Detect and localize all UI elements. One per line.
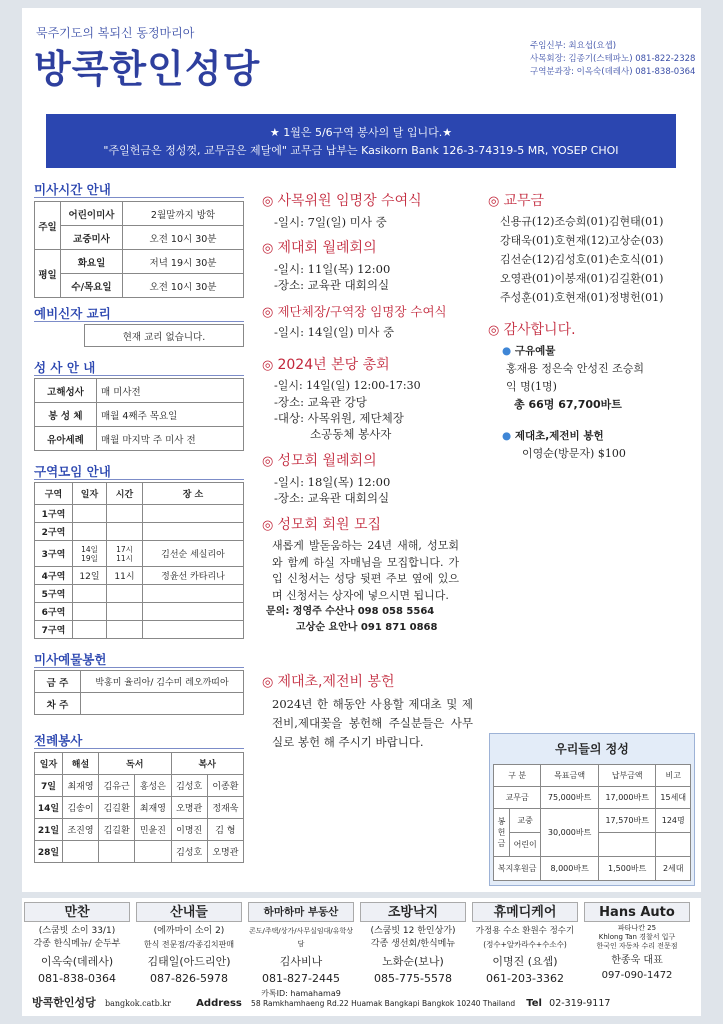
notice-block (262, 354, 477, 442)
ad-owner: 한종욱 대표 (611, 955, 663, 966)
liturgy-cell: 김유근 (99, 775, 135, 797)
devotion-cell: 30,000바트 (541, 809, 599, 857)
devotion-side: 봉헌금 (494, 809, 510, 857)
district-cell: 4구역 (35, 567, 73, 585)
bullet-icon: ● (502, 430, 515, 442)
mass-name: 수/목요일 (61, 274, 123, 298)
ad-phone: 085-775-5578 (374, 972, 452, 985)
liturgy-cell: 오명관 (171, 797, 207, 819)
ad-name: 조방낙지 (360, 902, 466, 922)
notice-block (262, 190, 477, 230)
parish-title: 방콕한인성당 (34, 47, 261, 91)
ad-owner: 노화순(보나) (382, 955, 444, 968)
liturgy-cell: 오명관 (207, 841, 243, 863)
sacrament-table (34, 378, 244, 451)
notice-line: 소공동체 봉사자 (310, 427, 392, 441)
offering-name: 차 주 (35, 693, 81, 715)
notice-contact: 문의: 정영주 수산나 098 058 5564 (266, 606, 435, 617)
notice-body: 새롭게 발돋움하는 24년 새해, 성모회와 함께 하실 자매님을 모집합니다. 가입 신청서는 성당 뒷편 주보 옆에 있으며 신청서는 상자에 넣으시면 됩니다. (272, 539, 459, 602)
ad-name: 산내들 (136, 902, 242, 922)
catechumen-text: 현재 교리 없습니다. (85, 325, 244, 347)
liturgy-cell: 이종환 (207, 775, 243, 797)
sacrament-name: 봉 성 체 (35, 403, 97, 427)
notice-line: -장소: 교육관 강당 (274, 395, 367, 409)
ad-line: 각종 한식메뉴/ 순두부 (33, 939, 121, 949)
dues-title: ◎ 교무금 (488, 193, 545, 209)
ad-line: (정수+알카라수+수소수) (483, 940, 567, 949)
district-cell: 1구역 (35, 505, 73, 523)
thanks-names: 홍재용 정은숙 안성진 조승희 (506, 362, 645, 375)
liturgy-cell: 최재영 (63, 775, 99, 797)
mass-title: 미사시간 안내 (34, 182, 111, 197)
ad-owner: 김태일(아드리안) (147, 955, 231, 968)
notice-line: -일시: 14일(일) 미사 중 (274, 325, 395, 339)
notice-title-text: 사목위원 임명장 수여식 (277, 193, 422, 209)
devotion-cell: 17,000바트 (598, 787, 656, 809)
right-column (488, 190, 703, 463)
liturgy-cell: 홍성은 (135, 775, 171, 797)
contact-pastor: 주임신부: 최요섭(요셉) (530, 41, 617, 51)
devotion-header: 목표금액 (541, 765, 599, 787)
devotion-cell: 124명 (656, 809, 691, 833)
ad-line: 각종 생선회/한식메뉴 (370, 939, 456, 949)
notice-title: ◎ 제대회 월례회의 (262, 240, 377, 256)
devotion-title: 우리들의 정성 (555, 742, 629, 756)
liturgy-cell: 정재욱 (207, 797, 243, 819)
notice-block (262, 237, 477, 293)
ad-line: 콘도/주택/상가/사무실임대/유학상담 (248, 927, 354, 948)
district-cell: 정윤선 카타리나 (143, 567, 244, 585)
dues-line: 신용규(12)조승희(01)김현태(01) (500, 215, 664, 228)
liturgy-cell: 최재영 (135, 797, 171, 819)
district-cell: 김선순 세실리아 (143, 541, 244, 567)
footer-name: 방콕한인성당 (32, 996, 96, 1009)
devotion-cell: 8,000바트 (541, 857, 599, 881)
thanks-total: 총 66명 67,700바트 (514, 398, 622, 411)
notice-line: -일시: 14일(일) 12:00-17:30 (274, 379, 421, 392)
sacrament-value: 매 미사전 (97, 379, 244, 403)
mass-time: 오전 10시 30분 (123, 226, 244, 250)
liturgy-cell: 21일 (35, 819, 63, 841)
notice-title-text: 제단체장/구역장 임명장 수여식 (277, 304, 447, 319)
thanks-title-text: 감사합니다. (503, 322, 576, 338)
liturgy-cell: 김성호 (171, 841, 207, 863)
devotion-cell: 17,570바트 (598, 809, 656, 833)
devotion-header: 납부금액 (598, 765, 656, 787)
district-cell: 2구역 (35, 523, 73, 541)
mass-group-sunday: 주일 (35, 202, 61, 250)
sacrament-value: 매월 4째주 목요일 (97, 403, 244, 427)
devotion-cell: 2세대 (656, 857, 691, 881)
dues-line: 오영관(01)이봉재(01)김길환(01) (500, 272, 664, 285)
sacrament-name: 고해성사 (35, 379, 97, 403)
notice-title: ◎ 2024년 본당 총회 (262, 357, 390, 373)
notice-contact: 고상순 요안나 091 871 0868 (296, 622, 438, 633)
liturgy-table (34, 752, 244, 863)
ad-line: 한식 전문점/각종김치판매 (143, 940, 235, 949)
ad-line: Khlong Tan 경찰서 입구 (598, 933, 676, 941)
ad-name: 만찬 (24, 902, 130, 922)
devotion-cell: 교중 (510, 809, 541, 833)
catechumen-table (84, 324, 244, 347)
liturgy-cell: 김 형 (207, 819, 243, 841)
ad-name: 휴메디케어 (472, 902, 578, 922)
notice-line: -일시: 7일(일) 미사 중 (274, 215, 387, 229)
mass-name: 교중미사 (61, 226, 123, 250)
dues-line: 김선순(12)김성호(01)손호식(01) (500, 253, 664, 266)
thanks-title: ◎ 감사합니다. (488, 322, 576, 338)
footer-tel: 02-319-9117 (549, 998, 611, 1009)
liturgy-cell: 김송이 (63, 797, 99, 819)
footer-bottom (32, 994, 692, 1010)
notice-title-text: 2024년 본당 총회 (277, 357, 390, 373)
parish-subtitle: 묵주기도의 복되신 동정마리아 (36, 26, 195, 40)
thanks-sub1-text: 구유예물 (514, 345, 556, 357)
devotion-cell: 교무금 (494, 787, 541, 809)
district-cell: 12일 (73, 567, 107, 585)
liturgy-header: 해설 (63, 753, 99, 775)
liturgy-header: 일자 (35, 753, 63, 775)
liturgy-cell: 김길환 (99, 797, 135, 819)
devotion-cell: 어린이 (510, 833, 541, 857)
devotion-header: 구 분 (494, 765, 541, 787)
ad-owner: 이명진 (요셉) (492, 955, 558, 968)
mass-group-weekday: 평일 (35, 250, 61, 298)
devotion-cell: 복지후원금 (494, 857, 541, 881)
dues-line: 강태욱(01)호현재(12)고상순(03) (500, 234, 664, 247)
ad-owner: 이옥숙(데레사) (40, 955, 114, 968)
banner-line-2: "주일헌금은 정성껏, 교무금은 제달에" 교무금 납부는 Kasikorn Bank 126-3-74319-5 MR, YOSEP CHOI (103, 144, 619, 157)
mass-table (34, 201, 244, 298)
sacrament-title: 성 사 안 내 (34, 360, 96, 375)
devotion-box (489, 733, 695, 886)
district-header: 구역 (35, 483, 73, 505)
thanks-donor: 이영순(방문자) $100 (522, 447, 626, 460)
catechumen-title: 예비신자 교리 (34, 306, 111, 321)
sacrament-value: 매월 마지막 주 미사 전 (97, 427, 244, 451)
mass-name: 어린이미사 (61, 202, 123, 226)
district-cell: 5구역 (35, 585, 73, 603)
liturgy-header: 독서 (99, 753, 172, 775)
ad-name: 하마하마 부동산 (248, 902, 354, 922)
contact-president: 사목회장: 김종기(스테파노) 081-822-2328 (530, 54, 696, 64)
notice-block (262, 671, 477, 752)
notice-title-text: 성모회 회원 모집 (277, 517, 382, 533)
district-cell: 3구역 (35, 541, 73, 567)
ad-hans-auto (584, 902, 690, 988)
notice-body: 2024년 한 해동안 사용할 제대초 및 제전비,제대꽃을 봉헌해 주실분들은 사무실로 봉헌 해 주시기 바랍니다. (272, 697, 473, 749)
bulletin-page (22, 8, 701, 892)
notice-title: ◎ 제단체장/구역장 임명장 수여식 (262, 304, 447, 320)
notice-line: -장소: 교육관 대회의실 (274, 278, 390, 292)
liturgy-cell: 28일 (35, 841, 63, 863)
district-title: 구역모임 안내 (34, 464, 111, 479)
ad-line: (스쿰빗 12 한인상가) (370, 926, 456, 936)
offering-value: 박홍미 율리아/ 김수미 레오까띠아 (81, 671, 244, 693)
district-cell: 17시 11시 (107, 541, 143, 567)
ad-phone: 097-090-1472 (601, 970, 673, 981)
district-cell: 6구역 (35, 603, 73, 621)
thanks-sub1 (488, 343, 703, 358)
ad-hamahama (248, 902, 354, 998)
ad-manchan (24, 902, 130, 988)
footer-address: 58 Ramkhamhaeng Rd.22 Huamak Bangkapi Bangkok 10240 Thailand (251, 999, 516, 1008)
ad-line: 한국인 자동차 수리 전문점 (596, 942, 678, 950)
devotion-cell: 75,000바트 (541, 787, 599, 809)
notice-line: -대상: 사목위원, 제단체장 (274, 411, 404, 425)
liturgy-cell: 이명진 (171, 819, 207, 841)
ad-name: Hans Auto (584, 902, 690, 922)
mass-time: 저녁 19시 30분 (123, 250, 244, 274)
footer-tel-label: Tel (526, 998, 542, 1009)
notice-title: ◎ 사목위원 임명장 수여식 (262, 193, 422, 209)
notice-block (262, 450, 477, 506)
liturgy-cell: 김성호 (171, 775, 207, 797)
thanks-anon: 익 명(1명) (506, 380, 557, 393)
sacrament-name: 유아세례 (35, 427, 97, 451)
district-header: 장 소 (143, 483, 244, 505)
notice-banner (46, 114, 676, 168)
liturgy-cell: 김길환 (99, 819, 135, 841)
liturgy-cell: 민윤진 (135, 819, 171, 841)
ad-jobang (360, 902, 466, 988)
notice-line: -일시: 18일(목) 12:00 (274, 475, 391, 489)
district-header: 일자 (73, 483, 107, 505)
devotion-header: 비고 (656, 765, 691, 787)
devotion-cell: 1,500바트 (598, 857, 656, 881)
liturgy-cell: 14일 (35, 797, 63, 819)
ad-phone: 087-826-5978 (150, 972, 228, 985)
bullet-icon: ● (502, 345, 515, 357)
dues-line: 주성훈(01)호현재(01)정병헌(01) (500, 291, 664, 304)
ad-phone: 081-838-0364 (38, 972, 116, 985)
dues-list (488, 212, 703, 307)
notice-block (262, 514, 477, 636)
offering-name: 금 주 (35, 671, 81, 693)
footer (22, 898, 701, 1016)
ad-phone: 081-827-2445 (262, 972, 340, 985)
offering-table (34, 670, 244, 715)
mass-name: 화요일 (61, 250, 123, 274)
notice-title: ◎ 성모회 월례회의 (262, 453, 377, 469)
offering-title: 미사예물봉헌 (34, 652, 107, 667)
liturgy-cell: 7일 (35, 775, 63, 797)
mass-time: 2월말까지 방학 (123, 202, 244, 226)
notice-title-text: 제대회 월례회의 (277, 240, 377, 256)
devotion-table (493, 764, 691, 881)
notice-title-text: 제대초,제전비 봉헌 (277, 674, 395, 690)
devotion-cell: 15세대 (656, 787, 691, 809)
ad-line: 파타나칸 25 (617, 924, 657, 932)
header-contacts (530, 40, 695, 79)
ad-line: (스쿰빗 소이 33/1) (38, 926, 116, 936)
thanks-sub2 (488, 428, 703, 443)
district-cell: 14일 19일 (73, 541, 107, 567)
thanks-sub2-text: 제대초,제전비 봉헌 (514, 430, 604, 442)
banner-line-1: ★ 1월은 5/6구역 봉사의 달 입니다.★ (269, 126, 453, 139)
ad-humedicare (472, 902, 578, 988)
notice-title-text: 성모회 월례회의 (277, 453, 377, 469)
ad-line: 가정용 수소 환원수 정수기 (475, 926, 575, 936)
district-cell: 7구역 (35, 621, 73, 639)
notice-line: -장소: 교육관 대회의실 (274, 491, 390, 505)
district-header: 시간 (107, 483, 143, 505)
notice-title: ◎ 제대초,제전비 봉헌 (262, 674, 395, 690)
ad-sannaedeul (136, 902, 242, 988)
contact-district-head: 구역분과장: 이옥숙(데레사) 081-838-0364 (530, 67, 696, 77)
ad-extra: 카톡ID: hamahama9 (261, 989, 341, 998)
mass-time: 오전 10시 30분 (123, 274, 244, 298)
notice-block (262, 302, 477, 340)
ad-line: (에까마이 소이 2) (153, 926, 225, 936)
district-table (34, 482, 244, 639)
liturgy-header: 복사 (171, 753, 244, 775)
header (22, 8, 701, 98)
dues-title-text: 교무금 (503, 193, 545, 209)
liturgy-title: 전례봉사 (34, 733, 83, 748)
ad-owner: 김사비나 (279, 955, 323, 968)
footer-address-label: Address (196, 998, 242, 1009)
notice-line: -일시: 11일(목) 12:00 (274, 262, 391, 276)
ad-phone: 061-203-3362 (486, 972, 564, 985)
liturgy-cell: 조진영 (63, 819, 99, 841)
footer-site[interactable]: bangkok.catb.kr (104, 999, 171, 1008)
notice-title: ◎ 성모회 회원 모집 (262, 517, 382, 533)
district-cell: 11시 (107, 567, 143, 585)
